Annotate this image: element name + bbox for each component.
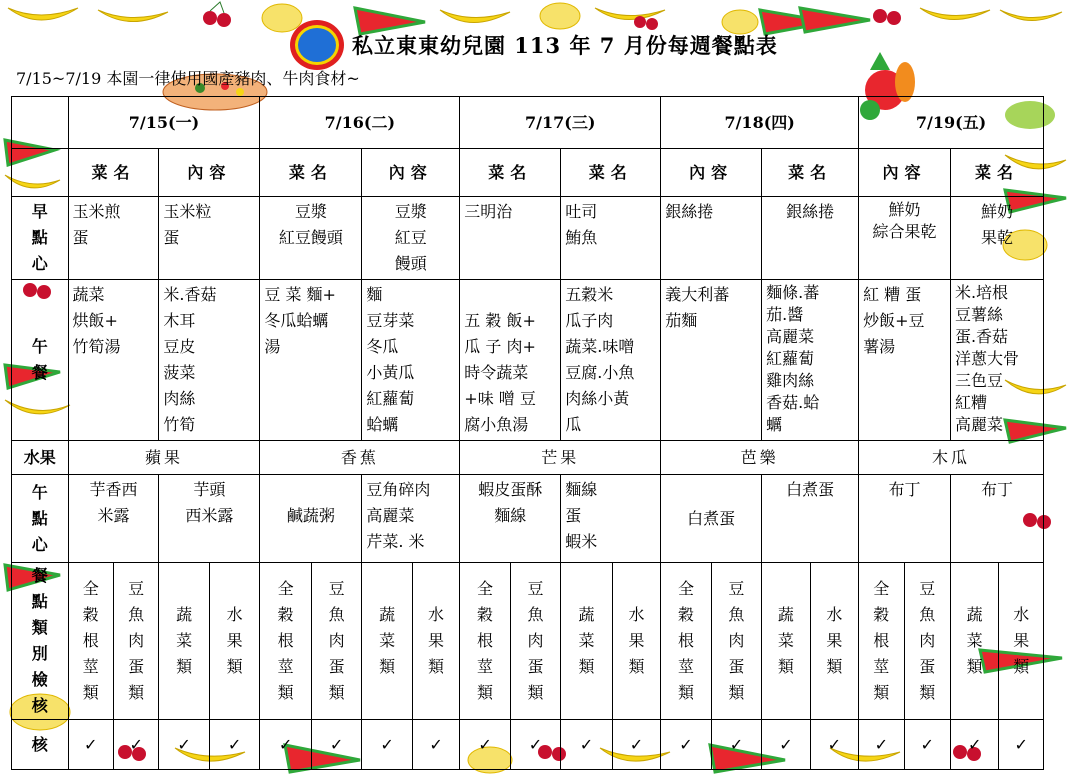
category-fruit: 水 果 類 [209, 563, 260, 720]
menu-cell: 銀絲捲 [661, 197, 762, 280]
menu-cell: 麵條.蕃 茄.醬 高麗菜 紅蘿蔔 雞肉絲 香菇.蛤 蠣 [762, 280, 859, 441]
menu-cell: 蔬菜 烘飯+ 竹筍湯 [68, 280, 159, 441]
category-protein: 豆 魚 肉 蛋 類 [311, 563, 361, 720]
category-vegetables: 蔬 菜 類 [561, 563, 612, 720]
category-protein: 豆 魚 肉 蛋 類 [510, 563, 560, 720]
menu-cell: 紅 糟 蛋 炒飯+豆 薯湯 [859, 280, 951, 441]
watermelon-icon [800, 8, 870, 32]
fruit-row [12, 441, 1044, 475]
check-mark: ✓ [159, 720, 209, 770]
day-header: 7/18(四) [661, 97, 859, 149]
menu-cell: 五穀米 瓜子肉 蔬菜.味噌 豆腐.小魚 肉絲小黃 瓜 [561, 280, 661, 441]
column-header: 菜名 [762, 149, 859, 197]
category-vegetables: 蔬 菜 類 [762, 563, 810, 720]
menu-cell: 布丁 [859, 475, 951, 563]
menu-cell: 豆角碎肉 高麗菜 芹菜. 米 [362, 475, 460, 563]
menu-cell: 三明治 [460, 197, 561, 280]
column-header: 菜名 [950, 149, 1043, 197]
category-protein: 豆 魚 肉 蛋 類 [711, 563, 761, 720]
fruit-cell: 木瓜 [859, 441, 1044, 475]
menu-cell: 玉米煎 蛋 [68, 197, 159, 280]
row-label-breakfast: 早 點 心 [12, 197, 69, 280]
category-fruit: 水 果 類 [999, 563, 1044, 720]
check-mark: ✓ [904, 720, 950, 770]
menu-cell: 鹹蔬粥 [260, 475, 362, 563]
check-mark: ✓ [412, 720, 459, 770]
cherry-icon [203, 2, 231, 27]
menu-cell: 麵 豆芽菜 冬瓜 小黃瓜 紅蘿蔔 蛤蠣 [362, 280, 460, 441]
banana-icon [1000, 10, 1062, 21]
check-row [12, 720, 1044, 770]
date-row [12, 97, 1044, 149]
fruit-cell: 蘋果 [68, 441, 260, 475]
category-grains: 全 穀 根 莖 類 [68, 563, 113, 720]
corner-cell [12, 149, 69, 197]
row-label-snack: 午 點 心 [12, 475, 69, 563]
check-mark: ✓ [859, 720, 904, 770]
day-header: 7/16(二) [260, 97, 460, 149]
lunch-row [12, 280, 1044, 441]
category-row [12, 563, 1044, 720]
row-label-lunch: 午 餐 [12, 280, 69, 441]
column-header: 菜名 [68, 149, 159, 197]
menu-cell: 芋頭 西米露 [159, 475, 260, 563]
row-label-fruit: 水果 [12, 441, 69, 475]
menu-cell: 蝦皮蛋酥 麵線 [460, 475, 561, 563]
menu-cell: 芋香西 米露 [68, 475, 159, 563]
menu-cell: 麵線 蛋 蝦米 [561, 475, 661, 563]
fruit-cell: 香蕉 [260, 441, 460, 475]
school-logo-icon [290, 20, 344, 70]
column-header: 內容 [362, 149, 460, 197]
row-label-check: 核 [12, 720, 69, 770]
check-mark: ✓ [209, 720, 260, 770]
category-grains: 全 穀 根 莖 類 [661, 563, 711, 720]
row-label-category: 餐 點 類 別 檢 核 [12, 563, 69, 720]
category-vegetables: 蔬 菜 類 [159, 563, 209, 720]
day-header: 7/15(一) [68, 97, 260, 149]
category-protein: 豆 魚 肉 蛋 類 [113, 563, 158, 720]
weekly-menu-table [11, 96, 1044, 770]
check-mark: ✓ [510, 720, 560, 770]
category-grains: 全 穀 根 莖 類 [460, 563, 510, 720]
column-header: 菜名 [561, 149, 661, 197]
menu-cell: 銀絲捲 [762, 197, 859, 280]
corner-cell [12, 97, 69, 149]
banana-icon [98, 10, 168, 22]
day-header: 7/17(三) [460, 97, 661, 149]
menu-cell: 布丁 [950, 475, 1043, 563]
column-header: 菜名 [460, 149, 561, 197]
menu-cell: 豆 菜 麵+ 冬瓜蛤蠣 湯 [260, 280, 362, 441]
category-grains: 全 穀 根 莖 類 [859, 563, 904, 720]
column-header: 內容 [159, 149, 260, 197]
menu-cell: 白煮蛋 [762, 475, 859, 563]
fruit-cell: 芒果 [460, 441, 661, 475]
check-mark: ✓ [999, 720, 1044, 770]
day-header: 7/19(五) [859, 97, 1044, 149]
column-header: 菜名 [260, 149, 362, 197]
page-title: 私立東東幼兒園 113 年 7 月份每週餐點表 [352, 33, 778, 58]
check-mark: ✓ [362, 720, 412, 770]
check-mark: ✓ [68, 720, 113, 770]
check-mark: ✓ [810, 720, 858, 770]
menu-cell: 豆漿 紅豆 饅頭 [362, 197, 460, 280]
check-mark: ✓ [711, 720, 761, 770]
menu-cell: 吐司 鮪魚 [561, 197, 661, 280]
fruit-cell: 芭樂 [661, 441, 859, 475]
category-vegetables: 蔬 菜 類 [950, 563, 998, 720]
check-mark: ✓ [311, 720, 361, 770]
snack-row [12, 475, 1044, 563]
title-bar [290, 18, 778, 72]
column-header: 內容 [661, 149, 762, 197]
menu-cell: 五 穀 飯+ 瓜 子 肉+ 時令蔬菜 +味 噌 豆 腐小魚湯 [460, 280, 561, 441]
category-protein: 豆 魚 肉 蛋 類 [904, 563, 950, 720]
check-mark: ✓ [460, 720, 510, 770]
menu-cell: 豆漿 紅豆饅頭 [260, 197, 362, 280]
check-mark: ✓ [561, 720, 612, 770]
breakfast-row [12, 197, 1044, 280]
category-grains: 全 穀 根 莖 類 [260, 563, 311, 720]
menu-cell: 米.培根 豆薯絲 蛋.香菇 洋蔥大骨 三色豆 紅糟 高麗菜 [950, 280, 1043, 441]
menu-cell: 鮮奶 果乾 [950, 197, 1043, 280]
category-fruit: 水 果 類 [412, 563, 459, 720]
category-fruit: 水 果 類 [810, 563, 858, 720]
check-mark: ✓ [762, 720, 810, 770]
menu-cell: 米.香菇 木耳 豆皮 菠菜 肉絲 竹筍 [159, 280, 260, 441]
banana-icon [920, 8, 990, 20]
subheader-row [12, 149, 1044, 197]
menu-cell: 白煮蛋 [661, 475, 762, 563]
cherry-icon [873, 9, 901, 25]
notice-text: 7/15~7/19 本園一律使用國產豬肉、牛肉食材~ [16, 69, 360, 88]
menu-cell: 鮮奶 綜合果乾 [859, 197, 951, 280]
column-header: 內容 [859, 149, 951, 197]
category-vegetables: 蔬 菜 類 [362, 563, 412, 720]
category-fruit: 水 果 類 [612, 563, 660, 720]
banana-icon [8, 8, 78, 20]
check-mark: ✓ [950, 720, 998, 770]
menu-cell: 玉米粒 蛋 [159, 197, 260, 280]
check-mark: ✓ [113, 720, 158, 770]
check-mark: ✓ [612, 720, 660, 770]
menu-cell: 義大利蕃 茄麵 [661, 280, 762, 441]
check-mark: ✓ [260, 720, 311, 770]
check-mark: ✓ [661, 720, 711, 770]
